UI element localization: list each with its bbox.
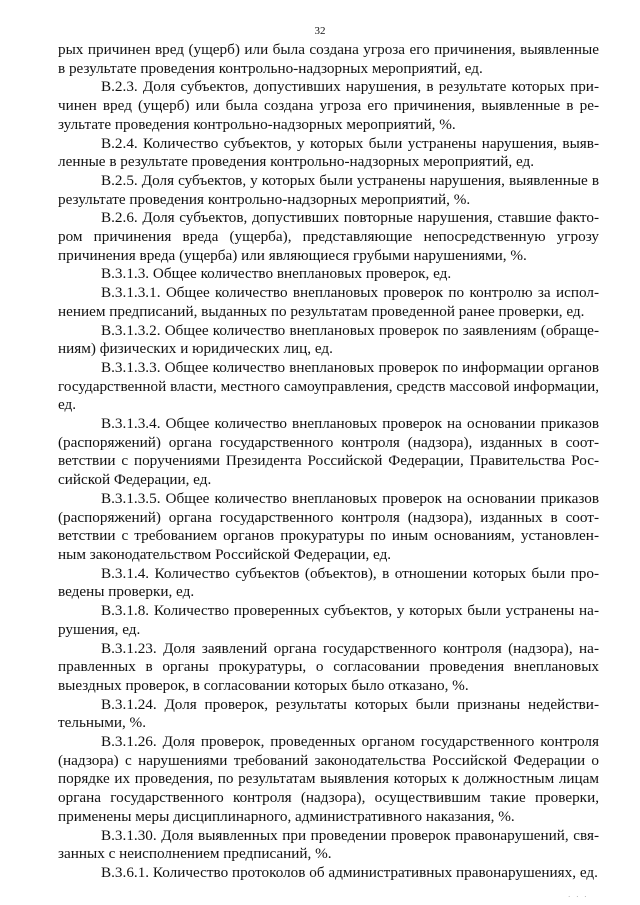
page-number: 32: [314, 25, 326, 37]
paragraph-b-2-3: В.2.3. Доля субъектов, допустивших нарушения, в результате которых причинен вред (ущерб) или была создана угроза его причинения, выявленные в результате проведения контрольно-надзорных мероприятий, %.: [58, 78, 599, 133]
paragraph-continuation: рых причинен вред (ущерб) или была создана угроза его причинения, выявленные в результате проведения контрольно-надзорных мероприятий, ед.: [58, 41, 599, 77]
paragraph-b-3-1-3-2: В.3.1.3.2. Общее количество внеплановых проверок по заявлениям (обращениям) физических и юридических лиц, ед.: [58, 321, 599, 358]
document-body: [58, 41, 599, 883]
paragraph-b-2-6: В.2.6. Доля субъектов, допустивших повторные нарушения, ставшие фактором причинения вреда (ущерба), представляющие непосредственную угрозу причинения вреда (ущерба) или являющиеся грубыми нарушениями, %.: [58, 209, 599, 264]
paragraph-b-3-1-24: В.3.1.24. Доля проверок, результаты которых были признаны недействительными, %.: [58, 695, 599, 732]
paragraph-b-2-4: В.2.4. Количество субъектов, у которых были устранены нарушения, выявленные в результате проведения контрольно-надзорных мероприятий, ед.: [58, 134, 599, 171]
paragraph-b-3-1-3: В.3.1.3. Общее количество внеплановых проверок, ед.: [101, 265, 452, 283]
paragraph-b-2-5: В.2.5. Доля субъектов, у которых были устранены нарушения, выявленные в результате проведения контрольно-надзорных мероприятий, %.: [58, 171, 599, 208]
scan-corner-mark: · · ·: [568, 893, 589, 901]
paragraph-b-3-1-4: В.3.1.4. Количество субъектов (объектов), в отношении которых были проведены проверки, ед.: [58, 564, 599, 601]
paragraph-b-3-1-3-1: В.3.1.3.1. Общее количество внеплановых проверок по контролю за исполнением предписаний, выданных по результатам проведенной ранее проверки, ед.: [58, 284, 599, 320]
paragraph-b-3-1-3-4: В.3.1.3.4. Общее количество внеплановых проверок на основании приказов (распоряжений) органа государственного контроля (надзора), изданных в соответствии с поручениями Президента Российской Федерации, Правительства Российской Федерации, ед.: [58, 415, 599, 489]
paragraph-b-3-1-23: В.3.1.23. Доля заявлений органа государственного контроля (надзора), направленных в органы прокуратуры, о согласовании проведения внеплановых выездных проверок, в согласовании которых было отказано, %.: [58, 639, 599, 694]
paragraph-b-3-1-3-5: В.3.1.3.5. Общее количество внеплановых проверок на основании приказов (распоряжений) органа государственного контроля (надзора), изданных в соответствии с требованием органов прокуратуры по иным основаниям, установленным законодательством Российской Федерации, ед.: [58, 489, 599, 563]
paragraph-b-3-6-1: В.3.6.1. Количество протоколов об административных правонарушениях, ед.: [101, 863, 598, 881]
paragraph-b-3-1-26: В.3.1.26. Доля проверок, проведенных органом государственного контроля (надзора) с нарушениями требований законодательства Российской Федерации о порядке их проведения, по результатам выявления которых к должностным лицам органа государственного контроля (надзора), осуществившим такие проверки, применены меры дисциплинарного, административного наказания, %.: [58, 733, 599, 825]
paragraph-b-3-1-30: В.3.1.30. Доля выявленных при проведении проверок правонарушений, связанных с неисполнением предписаний, %.: [58, 826, 599, 863]
paragraph-b-3-1-8: В.3.1.8. Количество проверенных субъектов, у которых были устранены нарушения, ед.: [58, 602, 599, 638]
paragraph-b-3-1-3-3: В.3.1.3.3. Общее количество внеплановых проверок по информации органов государственной власти, местного самоуправления, средств массовой информации, ед.: [58, 358, 599, 414]
